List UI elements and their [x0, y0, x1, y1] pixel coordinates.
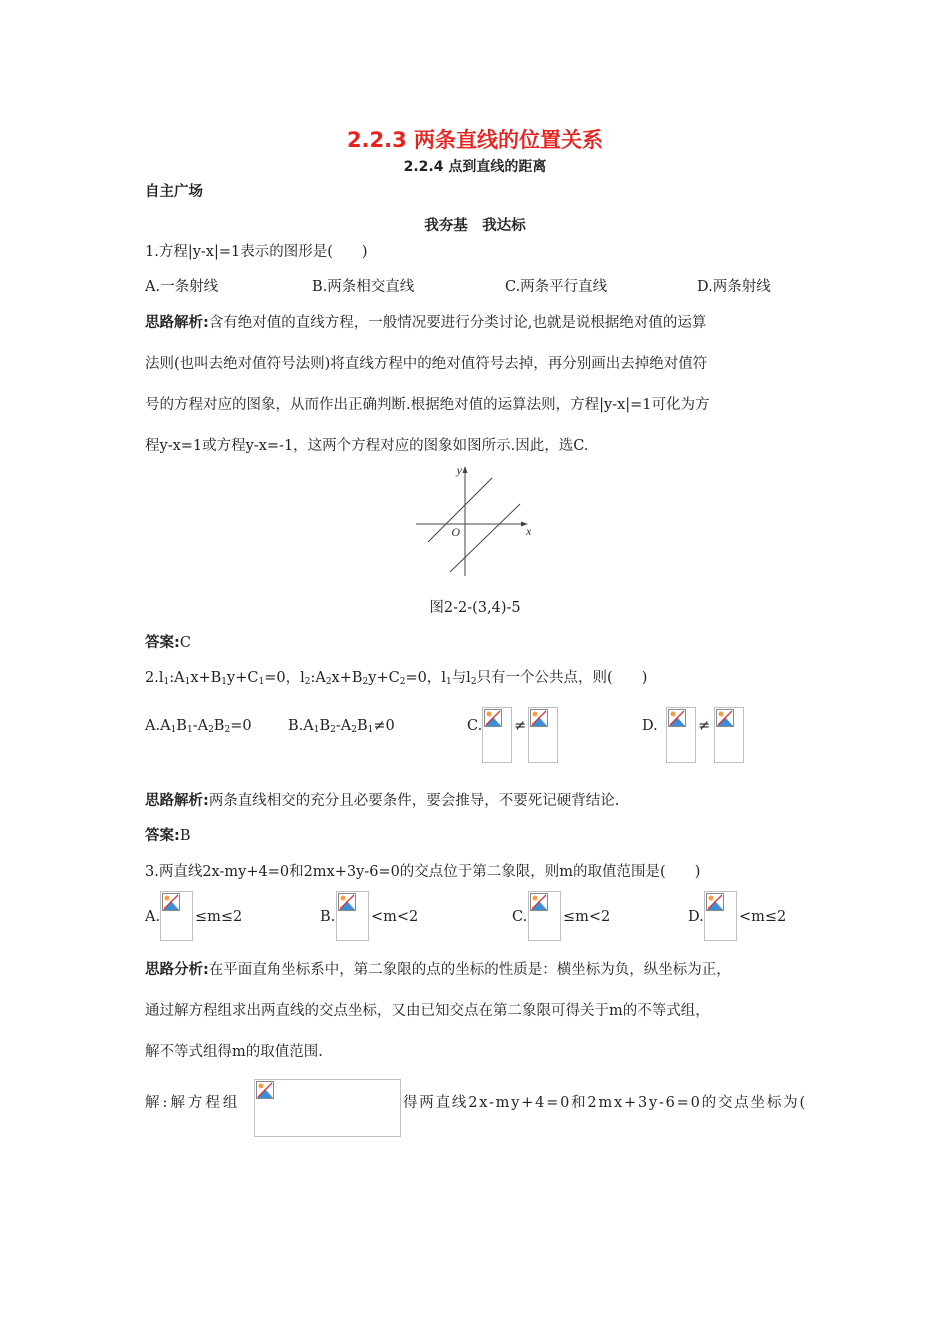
q2-analysis-label: 思路解析:	[145, 793, 209, 809]
line-y-minus-x-eq-neg-1	[450, 504, 520, 572]
q3-analysis-line-1	[145, 958, 731, 979]
q3-option-a-tail: ≤m≤2	[195, 909, 243, 925]
q1-option-a: A.一条射线	[145, 279, 219, 295]
q2-option-d-label: D.	[642, 718, 658, 734]
broken-image-icon	[162, 893, 180, 911]
broken-image-icon	[530, 709, 548, 727]
q3-solution-start: 解:解方程组	[145, 1095, 241, 1111]
q3-option-a-label: A.	[145, 909, 161, 925]
q3-option-c-tail: ≤m<2	[563, 909, 611, 925]
page-title: 2.2.3 两条直线的位置关系	[346, 128, 604, 152]
q2-option-c-neq: ≠	[514, 718, 527, 734]
q3-option-b-label: B.	[320, 909, 336, 925]
page-subtitle: 2.2.4 点到直线的距离	[403, 159, 547, 175]
broken-image-icon	[530, 893, 548, 911]
q1-analysis-label: 思路解析:	[145, 315, 209, 331]
broken-image-icon	[706, 893, 724, 911]
q3-option-d-label: D.	[688, 909, 704, 925]
q3-option-d-image	[704, 891, 737, 941]
q1-analysis-line-4: 程y-x=1或方程y-x=-1，这两个方程对应的图象如图所示.因此，选C.	[145, 438, 589, 454]
q1-analysis-line-3: 号的方程对应的图象，从而作出正确判断.根据绝对值的运算法则，方程|y-x|=1可化为方	[145, 397, 710, 413]
q3-option-b-tail: <m<2	[371, 909, 419, 925]
q3-analysis-label: 思路分析:	[145, 962, 209, 978]
q1-stem: 1.方程|y-x|=1表示的图形是( )	[145, 244, 368, 260]
q1-answer-label: 答案:	[145, 635, 180, 651]
line-y-minus-x-eq-1	[428, 478, 492, 542]
q3-analysis-text-1: 在平面直角坐标系中，第二象限的点的坐标的性质是：横坐标为负，纵坐标为正，	[208, 962, 731, 978]
broken-image-icon	[484, 709, 502, 727]
q3-option-c-label: C.	[512, 909, 528, 925]
q2-answer-label: 答案:	[145, 828, 180, 844]
q2-option-c-image-1	[482, 707, 512, 763]
q2-answer-value: B	[179, 828, 191, 844]
q2-option-a: $A.A_1B_1-A_2B_2=0$	[145, 718, 252, 735]
q3-analysis-line-3: 解不等式组得m的取值范围.	[145, 1044, 323, 1060]
q1-figure-caption: 图2-2-(3,4)-5	[429, 600, 521, 616]
y-axis-label: y	[456, 463, 462, 477]
broken-image-icon	[338, 893, 356, 911]
origin-label: O	[451, 525, 460, 539]
q3-option-c-image	[528, 891, 561, 941]
q2-analysis-text: 两条直线相交的充分且必要条件，要会推导，不要死记硬背结论.	[208, 793, 620, 809]
q3-option-a-image	[160, 891, 193, 941]
q1-answer-value: C	[179, 635, 191, 651]
section-heading: 我夯基 我达标	[424, 218, 526, 234]
q3-solution-rest: 得两直线2x-my+4=0和2mx+3y-6=0的交点坐标为(	[403, 1095, 807, 1111]
broken-image-icon	[256, 1081, 274, 1099]
q2-answer	[145, 824, 190, 845]
broken-image-icon	[668, 709, 686, 727]
q2-option-d-image-2	[714, 707, 744, 763]
q2-analysis	[145, 789, 619, 810]
section-label: 自主广场	[145, 184, 203, 200]
q2-option-d-image-1	[666, 707, 696, 763]
q2-option-c-image-2	[528, 707, 558, 763]
q3-option-d-tail: <m≤2	[739, 909, 787, 925]
q2-stem: $2.l_1:A_1x+B_1y+C_1=0$，$l_2:A_2x+B_2y+C_2=0$，$l_1$与$l_2$只有一个公共点，则( )	[145, 670, 648, 687]
q1-option-c: C.两条平行直线	[505, 279, 608, 295]
q1-analysis-line-1	[145, 311, 706, 332]
y-axis-arrow	[463, 466, 468, 473]
q1-option-d: D.两条射线	[697, 279, 771, 295]
q2-option-d-neq: ≠	[698, 718, 711, 734]
q1-analysis-text-1: 含有绝对值的直线方程，一般情况要进行分类讨论,也就是说根据绝对值的运算	[208, 315, 707, 331]
q2-option-b: $B.A_1B_2-A_2B_1\ne 0$	[288, 718, 395, 735]
q1-answer	[145, 631, 191, 652]
q1-option-b: B.两条相交直线	[312, 279, 415, 295]
q3-solution-system-image	[254, 1079, 401, 1137]
q3-option-b-image	[336, 891, 369, 941]
q3-analysis-line-2: 通过解方程组求出两直线的交点坐标，又由已知交点在第二象限可得关于m的不等式组，	[145, 1003, 710, 1019]
q1-analysis-line-2: 法则(也叫去绝对值符号法则)将直线方程中的绝对值符号去掉，再分别画出去掉绝对值符	[145, 356, 708, 372]
x-axis-label: x	[526, 524, 532, 538]
q1-figure	[410, 460, 540, 585]
q2-option-c-label: C.	[467, 718, 483, 734]
broken-image-icon	[716, 709, 734, 727]
q3-stem: 3.两直线2x-my+4=0和2mx+3y-6=0的交点位于第二象限，则m的取值范围是( )	[145, 864, 701, 880]
